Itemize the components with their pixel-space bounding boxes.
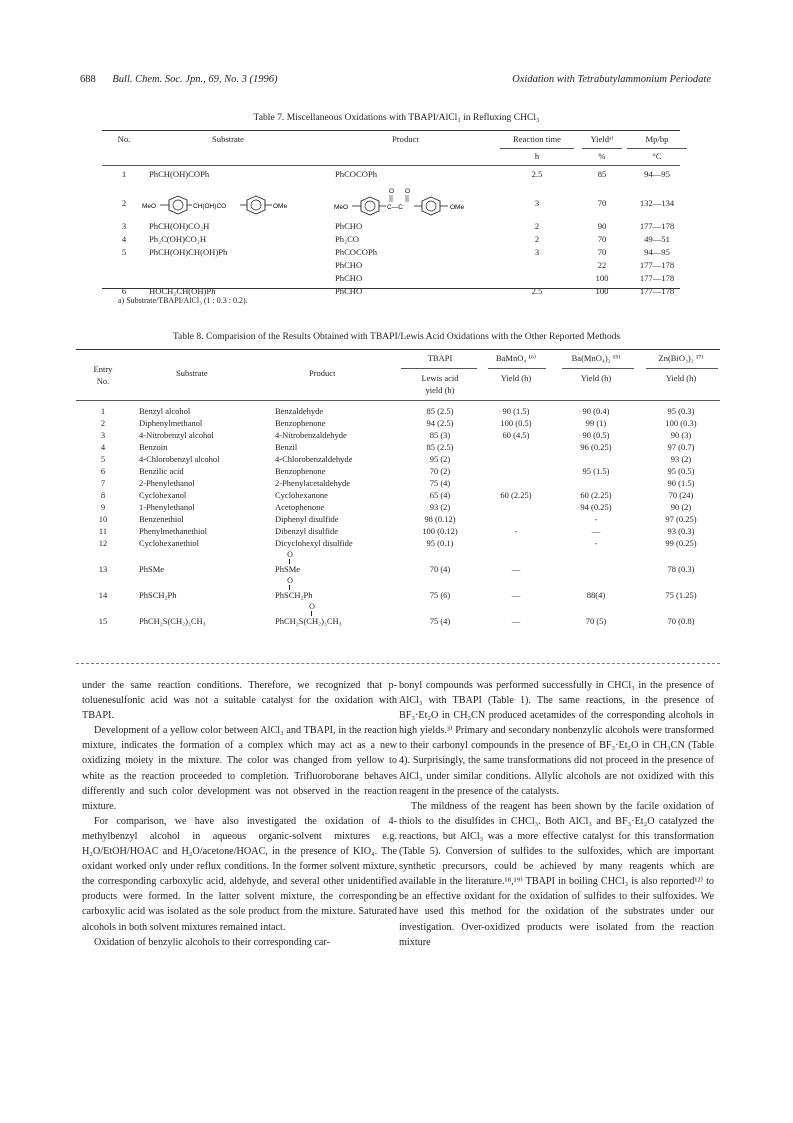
- table-row: [76, 406, 716, 418]
- paragraph: For comparison, we have also investigated the oxidation of 4-methylbenzyl alcohol in aqueous organic-solvent mixtures e.g. H₂O/EtOH/HOAC and H₂O/acetone/HOAC, in the presence of KIO₄. The oxidant worked only under reflux conditions. In the former solvent mixture, the corresponding carboxylic acid, aldehyde, and several other unidentified products were formed. In the latter solvent mixture, the corresponding carboxylic acid was isolated as the sole product from the mixture. Saturated alcohols in both solvent mixtures remained intact.: [82, 815, 397, 933]
- bamno-underline: [488, 368, 546, 369]
- row-substrate: PhCH(OH)CH(OH)Ph: [149, 247, 228, 257]
- row-bamno4: 94 (0.25): [580, 502, 612, 512]
- znbio-underline: [646, 368, 718, 369]
- table7-col-product: Product: [392, 134, 419, 144]
- row-no: 6: [121, 286, 127, 296]
- row-bamno4: 90 (0.5): [582, 430, 610, 440]
- row-product: PhCHO: [335, 221, 363, 231]
- table-row: [102, 169, 677, 181]
- row-tbapi: 65 (4): [429, 490, 451, 500]
- row-bamno: 60 (4.5): [502, 430, 530, 440]
- row-znbio: 70 (24): [668, 490, 694, 500]
- row-substrate: PhCH(OH)COPh: [149, 169, 210, 179]
- row-product: Benzil: [275, 442, 298, 452]
- row-bamno: -: [514, 526, 518, 536]
- row-no: 12: [98, 538, 108, 548]
- row-znbio: 95 (0.5): [667, 466, 695, 476]
- row-bamno: —: [511, 590, 521, 600]
- row-product: 2-Phenylacetaldehyde: [275, 478, 351, 488]
- row-tbapi: 95 (2): [429, 454, 451, 464]
- row-substrate: HOCH₂CH(OH)Ph: [149, 286, 216, 296]
- table7-unit-mp: °C: [652, 151, 662, 161]
- row-time: 3: [534, 198, 540, 208]
- row-mp: 177—178: [639, 221, 675, 231]
- row-bamno4: -: [594, 514, 598, 524]
- row-mp: 132—134: [639, 198, 675, 208]
- methoxy-label: OMe: [450, 204, 465, 211]
- carbonyl-oxygen: O: [389, 188, 395, 195]
- row-product: PhCHO: [335, 260, 363, 270]
- row-no: 4: [121, 234, 127, 244]
- table7-col-yield: Yieldᵃ⁾: [590, 134, 614, 144]
- row-mp: 49—51: [644, 234, 670, 244]
- row-tbapi: 75 (4): [429, 478, 451, 488]
- row-time: 2: [534, 234, 540, 244]
- row-znbio: 78 (0.3): [667, 564, 695, 574]
- row-tbapi: 94 (2.5): [426, 418, 454, 428]
- row-mp: 177—178: [639, 260, 675, 270]
- benzene-ring-icon: [422, 197, 440, 215]
- row-no: 11: [98, 526, 108, 536]
- table-row: [102, 188, 677, 222]
- row-substrate: 4-Nitrobenzyl alcohol: [139, 430, 214, 440]
- table8-col-bamno4: Ba(MnO₄)₂ ¹⁵⁾: [571, 353, 621, 363]
- row-no: 5: [121, 247, 127, 257]
- row-tbapi: 85 (2.5): [426, 406, 454, 416]
- row-bamno4: 96 (0.25): [580, 442, 612, 452]
- benzene-ring-icon: [361, 197, 379, 215]
- table7-bottom-rule: [102, 288, 680, 289]
- table8-top-rule: [76, 349, 720, 350]
- row-tbapi: 70 (4): [429, 564, 451, 574]
- row-znbio: 90 (1.5): [667, 478, 695, 488]
- row-substrate: 2-Phenylethanol: [139, 478, 195, 488]
- row-product: Benzaldehyde: [275, 406, 324, 416]
- table7-footnote: a) Substrate/TBAPI/AlCl₃ (1 : 0.3 : 0.2).: [118, 296, 248, 305]
- running-title: Oxidation with Tetrabutylammonium Periodate: [512, 74, 711, 85]
- table-row: [76, 430, 716, 442]
- table7-col-substrate: Substrate: [212, 134, 244, 144]
- row-tbapi: 85 (2.5): [426, 442, 454, 452]
- row-substrate: PhCH₂S(CH₂)₃CH₃: [139, 616, 206, 626]
- row-substrate: Benzoin: [139, 442, 168, 452]
- table7-top-rule: [102, 130, 680, 131]
- row-no: 15: [98, 616, 108, 626]
- row-substrate: Cyclohexanol: [139, 490, 187, 500]
- table-row: [76, 418, 716, 430]
- row-product: Benzophenone: [275, 466, 326, 476]
- table7-unit-yield: %: [598, 151, 606, 161]
- table8-header-rule: [76, 400, 720, 401]
- row-time: 2: [534, 221, 540, 231]
- row-substrate: 1-Phenylethanol: [139, 502, 195, 512]
- table7-header-rule: [102, 165, 680, 166]
- row-substrate: Ph₂C(OH)CO₂H: [149, 234, 207, 244]
- row-product: PhCOCOPh: [335, 169, 378, 179]
- row-no: 4: [100, 442, 106, 452]
- row-bamno4: —: [591, 526, 601, 536]
- table-row: [76, 526, 716, 538]
- row-znbio: 93 (2): [670, 454, 692, 464]
- table-row: [102, 260, 677, 272]
- row-product: PhCHO: [335, 273, 363, 283]
- row-no: 5: [100, 454, 106, 464]
- row-znbio: 93 (0.3): [667, 526, 695, 536]
- row-bamno: 90 (1.5): [502, 406, 530, 416]
- paragraph: Development of a yellow color between AlCl₃ and TBAPI, in the reaction mixture, indicates the formation of a complex which may act as a new oxidizing moiety in the mixture. The color was changed from yellow to white as the reaction proceeded to completion. Trifluoroborane behaves differently and such color development was not observed in the reaction mixture.: [82, 725, 397, 812]
- row-znbio: 90 (2): [670, 502, 692, 512]
- row-znbio: 90 (3): [670, 430, 692, 440]
- row-no: 2: [121, 198, 127, 208]
- row-bamno4: 70 (5): [585, 616, 607, 626]
- table8-col-product: Product: [309, 368, 336, 378]
- row-no: 2: [100, 418, 106, 428]
- row-substrate: PhSMe: [139, 564, 165, 574]
- row-bamno4: -: [594, 538, 598, 548]
- table8-znbio-sub: Yield (h): [665, 373, 697, 383]
- row-substrate: PhSCH₂Ph: [139, 590, 177, 600]
- row-yield: 22: [597, 260, 607, 270]
- row-substrate: Diphenylmethanol: [139, 418, 203, 428]
- row-product: Cyclohexanone: [275, 490, 328, 500]
- row-product: PhSMe: [275, 564, 301, 574]
- row-time: 2.5: [531, 286, 543, 296]
- running-header-left: [80, 74, 277, 85]
- row-znbio: 99 (0.25): [665, 538, 697, 548]
- methoxy-label: OMe: [273, 203, 288, 210]
- row-product: PhCHO: [335, 286, 363, 296]
- table7-col-no: No.: [117, 134, 131, 144]
- row-znbio: 75 (1.25): [665, 590, 697, 600]
- table7-col-mp: Mp/bp: [645, 134, 669, 144]
- table8-col-bamno: BaMnO₄ ¹⁶⁾: [495, 353, 537, 363]
- row-product: Diphenyl disulfide: [275, 514, 339, 524]
- paragraph: The mildness of the reagent has been shown by the facile oxidation of thiols to the disulfides in CHCl₃. Both AlCl₃ and BF₃·Et₂O catalyzed the reactions, but AlCl₃ was a more effective catalyst for this transformation (Table 5). Conversion of sulfides to the sulfoxides, which are important synthetic precursors, could be achieved by many reagents which are available in the literature.¹⁸,¹⁹⁾ TBAPI in boiling CHCl₃ is also reported¹²⁾ to be an effective oxidant for the oxidation of sulfides to their sulfoxides. We have used this method for the oxidation of the substrates under our investigation. Over-oxidized products were isolated from the reaction mixture: [399, 800, 714, 948]
- anisoin-structure: [142, 192, 317, 218]
- row-substrate: Phenylmethanethiol: [139, 526, 207, 536]
- row-no: 10: [98, 514, 108, 524]
- row-bamno: —: [511, 564, 521, 574]
- row-mp: 94—95: [644, 169, 670, 179]
- row-bamno4: 99 (1): [585, 418, 607, 428]
- row-bamno: 60 (2.25): [500, 490, 532, 500]
- tbapi-underline: [401, 368, 477, 369]
- sulfoxide-oxygen: O: [287, 576, 293, 585]
- paragraph: Oxidation of benzylic alcohols to their corresponding car-: [94, 936, 331, 948]
- row-product: PhCH₂S(CH₂)₃CH₃: [275, 616, 342, 626]
- row-time: 2.5: [531, 169, 543, 179]
- row-product: Ph₂CO: [335, 234, 360, 244]
- table7-yield-underline: [582, 148, 622, 149]
- table8-tbapi-sub2: yield (h): [425, 385, 455, 395]
- benzene-ring-icon: [247, 196, 265, 214]
- row-substrate: Cyclohexanethiol: [139, 538, 199, 548]
- table-row: [102, 273, 677, 285]
- row-bamno4: 60 (2.25): [580, 490, 612, 500]
- row-mp: 177—178: [639, 286, 675, 296]
- row-substrate: Benzenethiol: [139, 514, 184, 524]
- table-row: [102, 247, 677, 259]
- table7-caption: Table 7. Miscellaneous Oxidations with TBAPI/AlCl₃ in Refluxing CHCl₃: [253, 112, 540, 123]
- linker-label: CH(OH)CO: [193, 203, 227, 210]
- row-tbapi: 85 (3): [429, 430, 451, 440]
- row-product: Dicyclohexyl disulfide: [275, 538, 353, 548]
- table-row: [76, 550, 716, 590]
- table-row: [76, 454, 716, 466]
- row-no: 13: [98, 564, 108, 574]
- row-product: Acetophenone: [275, 502, 325, 512]
- row-yield: 100: [595, 286, 609, 296]
- row-tbapi: 75 (6): [429, 590, 451, 600]
- row-tbapi: 93 (2): [429, 502, 451, 512]
- table7-mp-underline: [627, 148, 687, 149]
- table8-bamno4-sub: Yield (h): [580, 373, 612, 383]
- row-no: 3: [100, 430, 106, 440]
- table7-time-underline: [500, 148, 574, 149]
- row-product: Benzophenone: [275, 418, 326, 428]
- table-row: [76, 514, 716, 526]
- body-column-left: [82, 678, 397, 950]
- table8-col-no: No.: [96, 376, 110, 386]
- methoxy-label: MeO: [142, 203, 157, 210]
- row-yield: 70: [597, 247, 607, 257]
- row-no: 14: [98, 590, 108, 600]
- row-product: PhSCH₂Ph: [275, 590, 313, 600]
- table-row: [102, 234, 677, 246]
- table7-unit-time: h: [534, 151, 540, 161]
- row-substrate: 4-Chlorobenzyl alcohol: [139, 454, 220, 464]
- paragraph: under the same reaction conditions. Therefore, we recognized that p-toluenesulfonic acid was not a suitable catalyst for the oxidation with TBAPI.: [82, 680, 397, 722]
- table8-col-tbapi: TBAPI: [427, 353, 453, 363]
- row-substrate: PhCH(OH)CO₂H: [149, 221, 210, 231]
- row-znbio: 95 (0.3): [667, 406, 695, 416]
- table-row: [76, 490, 716, 502]
- diketone-label: C—C: [387, 204, 403, 211]
- table-row: [76, 466, 716, 478]
- paragraph: bonyl compounds was performed successfully in CHCl₃ in the presence of AlCl₃ with TBAPI (Table 1). The same reactions, in the presence of BF₃·Et₂O in CH₃CN produced acetamides of the corresponding alcohols in high yields.³⁾ Primary and secondary nonbenzylic alcohols were transformed to their carbonyl compounds in the presence of BF₃·Et₂O in CH₃CN (Table 4). Surprisingly, the same transformations did not proceed in the presence of AlCl₃ under similar conditions. Allylic alcohols are not oxidized with this reagent in the presence of the catalysts.: [399, 680, 714, 797]
- benzene-ring-icon: [169, 196, 187, 214]
- row-znbio: 70 (0.8): [667, 616, 695, 626]
- row-product: Dibenzyl disulfide: [275, 526, 339, 536]
- row-no: 8: [100, 490, 106, 500]
- table-row: [76, 478, 716, 490]
- table7-header-row: [102, 134, 677, 146]
- table8-col-substrate: Substrate: [176, 368, 208, 378]
- sulfoxide-oxygen: O: [309, 602, 315, 611]
- table7-units-row: [102, 151, 677, 163]
- table7-col-time: Reaction time: [513, 134, 561, 144]
- row-no: 1: [100, 406, 106, 416]
- table-row: [76, 538, 716, 550]
- row-bamno: —: [511, 616, 521, 626]
- table8-col-znbio: Zn(BiO₃)₂ ¹⁷⁾: [658, 353, 704, 363]
- row-bamno: 100 (0.5): [500, 418, 532, 428]
- bamno4-underline: [562, 368, 634, 369]
- row-substrate: Benzilic acid: [139, 466, 184, 476]
- row-tbapi: 98 (0.12): [424, 514, 456, 524]
- row-znbio: 100 (0.3): [665, 418, 697, 428]
- row-mp: 94—95: [644, 247, 670, 257]
- row-no: 9: [100, 502, 106, 512]
- row-product: PhCOCOPh: [335, 247, 378, 257]
- table8-col-entry: Entry: [93, 364, 113, 374]
- row-no: 1: [121, 169, 127, 179]
- row-yield: 70: [597, 234, 607, 244]
- table-row: [76, 602, 716, 642]
- table8-tbapi-sub1: Lewis acid: [421, 373, 459, 383]
- anisil-structure: [334, 186, 504, 218]
- row-znbio: 97 (0.7): [667, 442, 695, 452]
- table-row: [76, 442, 716, 454]
- row-no: 3: [121, 221, 127, 231]
- page-number: 688: [80, 74, 96, 85]
- table-row: [76, 502, 716, 514]
- row-product: 4-Chlorobenzaldehyde: [275, 454, 353, 464]
- row-bamno4: 90 (0.4): [582, 406, 610, 416]
- table8-caption: Table 8. Comparision of the Results Obtained with TBAPI/Lewis Acid Oxidations with the Other Reported Methods: [172, 331, 621, 342]
- row-product: 4-Nitrobenzaldehyde: [275, 430, 347, 440]
- table8-bottom-rule: [76, 663, 720, 664]
- table-row: [76, 576, 716, 616]
- row-no: 7: [100, 478, 106, 488]
- row-tbapi: 75 (4): [429, 616, 451, 626]
- methoxy-label: MeO: [334, 204, 349, 211]
- table-row: [102, 221, 677, 233]
- journal-citation: Bull. Chem. Soc. Jpn., 69, No. 3 (1996): [112, 74, 278, 85]
- row-tbapi: 100 (0.12): [422, 526, 458, 536]
- row-yield: 70: [597, 198, 607, 208]
- row-no: 6: [100, 466, 106, 476]
- row-bamno4: 88(4): [586, 590, 606, 600]
- row-yield: 85: [597, 169, 607, 179]
- carbonyl-oxygen: O: [405, 188, 411, 195]
- row-time: 3: [534, 247, 540, 257]
- row-yield: 100: [595, 273, 609, 283]
- row-yield: 90: [597, 221, 607, 231]
- row-tbapi: 70 (2): [429, 466, 451, 476]
- row-znbio: 97 (0.25): [665, 514, 697, 524]
- sulfoxide-oxygen: O: [287, 550, 293, 559]
- row-mp: 177—178: [639, 273, 675, 283]
- row-bamno4: 95 (1.5): [582, 466, 610, 476]
- body-column-right: [399, 678, 714, 950]
- row-tbapi: 95 (0.1): [426, 538, 454, 548]
- table8-bamno-sub: Yield (h): [500, 373, 532, 383]
- row-substrate: Benzyl alcohol: [139, 406, 191, 416]
